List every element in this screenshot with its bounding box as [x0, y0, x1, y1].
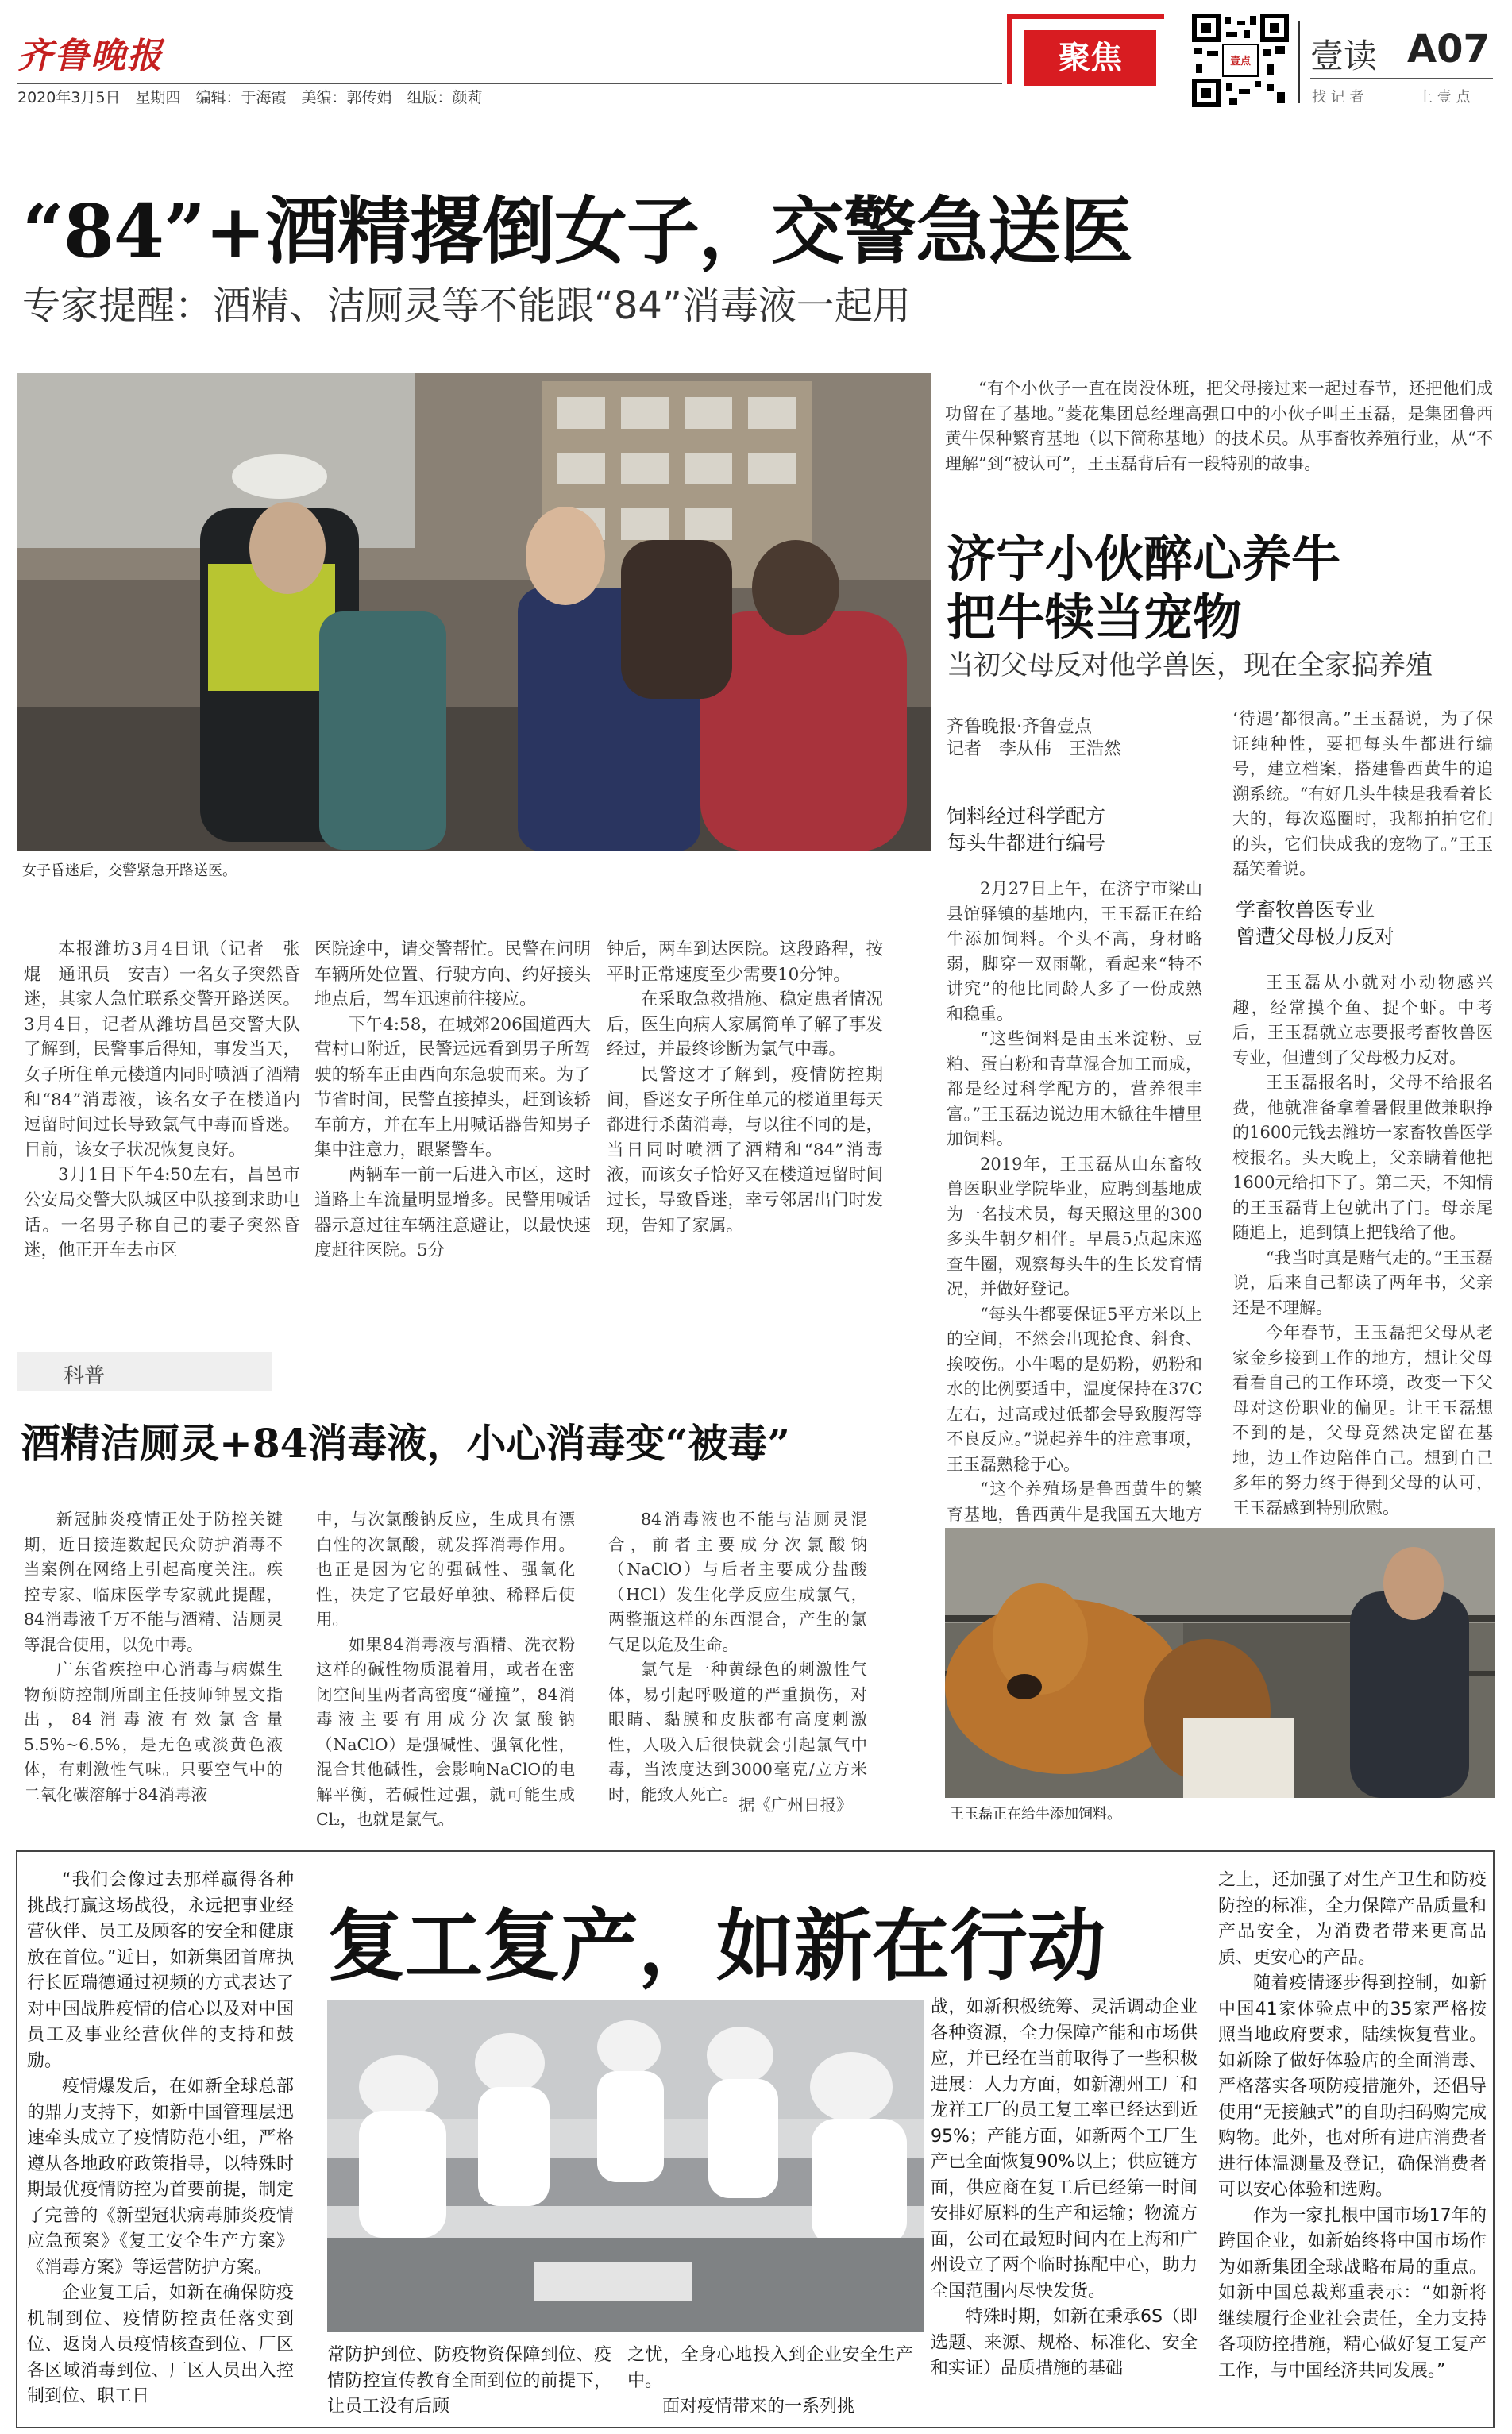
date-line: 2020年3月5日 星期四 编辑：于海霞 美编：郭传娟 组版：颜莉	[17, 89, 483, 106]
paragraph: “这个养殖场是鲁西黄牛的繁育基地，鲁西黄牛是我国五大地方	[947, 1479, 1202, 1524]
paragraph: 中，与次氯酸钠反应，生成具有漂白性的次氯酸，就发挥消毒作用。也正是因为它的强碱性、强氧化性，决定了它最好单独、稀释后使用。	[316, 1510, 575, 1629]
paragraph: 新冠肺炎疫情正处于防控关键期，近日接连数起民众防护消毒不当案例在网络上引起高度关注。疾控专家、临床医学专家就此提醒，84消毒液千万不能与酒精、洁厕灵等混合使用，以免中毒。	[24, 1510, 283, 1654]
paragraph: 本报潍坊3月4日讯（记者 张焜 通讯员 安吉）一名女子突然昏迷，其家人急忙联系交警开路送医。3月4日，记者从潍坊昌邑交警大队了解到，民警事后得知，事发当天，女子所住单元楼道内同时喷洒了酒精和“84”消毒液，该名女子在楼道内逗留时间过长导致氯气中毒而昏迷。目前，该女子状况恢复良好。	[24, 939, 300, 1160]
paragraph: 王玉磊报名时，父母不给报名费，他就准备拿着暑假里做兼职挣的1600元钱去潍坊一家畜牧兽医学校报名。头天晚上，父亲瞒着他把1600元给扣下了。第二天，不知情的王玉磊背上包就出了门。母亲尾随追上，追到镇上把钱给了他。	[1232, 1073, 1493, 1242]
paragraph: 王玉磊从小就对小动物感兴趣，经常摸个鱼、捉个虾。中考后，王玉磊就立志要报考畜牧兽医专业，但遭到了父母极力反对。	[1232, 973, 1493, 1067]
cattle-col-b-top	[1232, 707, 1493, 881]
science-col-2	[316, 1507, 575, 1829]
cattle-headline-2: 把牛犊当宠物	[947, 588, 1243, 646]
cattle-subtitle-1b: 每头牛都进行编号	[947, 831, 1106, 854]
lead-col-2	[314, 937, 591, 1314]
bottom-headline: 复工复产，如新在行动	[327, 1900, 1106, 1992]
paragraph: 今年春节，王玉磊把父母从老家金乡接到工作的地方，想让父母看看自己的工作环境，改变一下父母对这份职业的偏见。让王玉磊想不到的是，父母竟然决定留在基地，边工作边陪伴自己。想到自己多年的努力终于得到父母的认可，王玉磊感到特别欣慰。	[1232, 1323, 1493, 1518]
lead-col-3	[607, 937, 883, 1314]
lead-subhead: 专家提醒：酒精、洁厕灵等不能跟“84”消毒液一起用	[22, 284, 911, 328]
science-tag-box	[17, 1352, 272, 1391]
paragraph: 在采取急救措施、稳定患者情况后，医生向病人家属简单了解了事发经过，并最终诊断为氯气中毒。	[607, 989, 883, 1060]
cattle-headline-1: 济宁小伙醉心养牛	[947, 530, 1341, 588]
science-headline: 酒精洁厕灵+84消毒液，小心消毒变“被毒”	[21, 1420, 790, 1467]
paragraph: 民警这才了解到，疫情防控期间，昏迷女子所住单元的楼道里每天都进行杀菌消毒，与以往不同的是，当日同时喷洒了酒精和“84”消毒液，而该女子恰好又在楼道逗留时间过长，导致昏迷，幸亏邻居出门时发现，告知了家属。	[607, 1064, 883, 1236]
paragraph: 特殊时期，如新在秉承6S（即选题、来源、规格、标准化、安全和实证）品质措施的基础	[931, 2307, 1198, 2378]
paragraph: 疫情爆发后，在如新全球总部的鼎力支持下，如新中国管理层迅速牵头成立了疫情防范小组，严格遵从各地政府政策指导，以特殊时期最优疫情防控为首要前提，制定了完善的《新型冠状病毒肺炎疫情应急预案》《复工安全生产方案》《消毒方案》等运营防护方案。	[27, 2077, 294, 2278]
paragraph: “有个小伙子一直在岗没休班，把父母接过来一起过春节，还把他们成功留在了基地。”菱花集团总经理高强口中的小伙子叫王玉磊，是集团鲁西黄牛保种繁育基地（以下简称基地）的技术员。从事畜牧养殖行业，从“不理解”到“被认可”，王玉磊背后有一段特别的故事。	[945, 379, 1493, 473]
paragraph: 下午4:58，在城郊206国道西大营村口附近，民警远远看到男子所驾驶的轿车正由西向东急驶而来。为了节省时间，民警直接掉头，赶到该轿车前方，并在车上用喊话器告知男子集中注意力，跟紧警车。	[314, 1014, 591, 1160]
cattle-subtitle-1a: 饲料经过科学配方	[947, 804, 1106, 827]
bottom-col-right-2	[1218, 1868, 1487, 2424]
paragraph: 2019年，王玉磊从山东畜牧兽医职业学院毕业，应聘到基地成为一名技术员，每天照这里的300多头牛朝夕相伴。早晨5点起床巡查牛圈，观察每头牛的生长发育情况，并做好登记。	[947, 1154, 1202, 1298]
lead-col-1	[24, 937, 300, 1314]
qr-code	[1191, 13, 1290, 108]
science-col-1	[24, 1507, 283, 1809]
cattle-subtitle-2b: 曾遭父母极力反对	[1236, 925, 1395, 948]
paragraph: “我当时真是赌气走的。”王玉磊说，后来自己都读了两年书，父亲还是不理解。	[1232, 1248, 1493, 1317]
page-number: A07	[1407, 27, 1490, 71]
logo: 齐鲁晚报	[17, 36, 164, 76]
paragraph: 常防护到位、防疫物资保障到位、疫情防控宣传教育全面到位的前提下，让员工没有后顾	[327, 2345, 611, 2417]
cattle-byline-2: 记者 李从伟 王浩然	[947, 739, 1122, 759]
cattle-col-a	[947, 877, 1202, 1524]
paragraph: ‘待遇’都很高。”王玉磊说，为了保证纯种性，要把每头牛都进行编号，建立档案，搭建鲁西黄牛的追溯系统。“有好几头牛犊是我看着长大的，每次巡圈时，我都拍拍它们的头，它们快成我的宠物了。”王玉磊笑着说。	[1232, 709, 1493, 878]
section-tag: 聚焦	[1024, 30, 1156, 86]
paragraph: “我们会像过去那样赢得各种挑战打赢这场战役，永远把事业经营伙伴、员工及顾客的安全和健康放在首位。”近日，如新集团首席执行长匠瑞德通过视频的方式表达了对中国战胜疫情的信心以及对中国员工及事业经营伙伴的支持和鼓励。	[27, 1870, 294, 2071]
bottom-col-mid	[327, 2343, 611, 2422]
bottom-photo	[327, 2000, 924, 2332]
masthead-divider	[1298, 21, 1300, 103]
science-source: 据《广州日报》	[739, 1796, 853, 1815]
lead-photo	[17, 373, 931, 851]
science-col-3	[608, 1507, 867, 1804]
paragraph: 医院途中，请交警帮忙。民警在问明车辆所处位置、行驶方向、约好接头地点后，驾车迅速前往接应。	[314, 939, 591, 1010]
paragraph: 之上，还加强了对生产卫生和防疫防控的标准，全力保障产品质量和产品安全，为消费者带来更高品质、更安心的产品。	[1218, 1870, 1487, 1968]
masthead-right-rule	[1310, 78, 1493, 79]
paragraph: 广东省疾控中心消毒与病媒生物预防控制所副主任技师钟昱文指出，84消毒液有效氯含量5.5%~6.5%，是无色或淡黄色液体，有刺激性气味。只要空气中的二氧化碳溶解于84消毒液	[24, 1660, 283, 1804]
paragraph: 两辆车一前一后进入市区，这时道路上车流量明显增多。民警用喊话器示意过往车辆注意避让，以最快速度赶往医院。5分	[314, 1165, 591, 1261]
cattle-intro	[945, 376, 1493, 480]
paragraph: 84消毒液也不能与洁厕灵混合，前者主要成分次氯酸钠（NaClO）与后者主要成分盐酸（HCl）发生化学反应生成氯气，两整瓶这样的东西混合，产生的氯气足以危及生命。	[608, 1510, 867, 1654]
paragraph: “每头牛都要保证5平方米以上的空间，不然会出现抢食、斜食、挨咬伤。小牛喝的是奶粉，奶粉和水的比例要适中，温度保持在37C左右，过高或过低都会导致腹泻等不良反应。”说起养牛的注意事项，王玉磊熟稔于心。	[947, 1304, 1202, 1474]
bottom-col-right-1	[931, 1995, 1198, 2422]
paragraph: 面对疫情带来的一系列挑	[662, 2397, 855, 2417]
cattle-byline-1: 齐鲁晚报·齐鲁壹点	[947, 717, 1092, 737]
bottom-col-next	[627, 2343, 913, 2422]
paragraph: 钟后，两车到达医院。这段路程，按平时正常速度至少需要10分钟。	[607, 939, 883, 985]
science-tag: 科普	[64, 1364, 106, 1388]
qr-label: 壹点	[1229, 56, 1251, 68]
paragraph: 3月1日下午4:50左右，昌邑市公安局交警大队城区中队接到求助电话。一名男子称自己的妻子突然昏迷，他正开车去市区	[24, 1165, 300, 1261]
bottom-col-left	[27, 1868, 294, 2424]
paragraph: 企业复工后，如新在确保防疫机制到位、疫情防控责任落实到位、返岗人员疫情核查到位、厂区各区域消毒到位、厂区人员出入控制到位、职工日	[27, 2283, 294, 2406]
cattle-subtitle-2a: 学畜牧兽医专业	[1236, 898, 1375, 921]
cattle-photo-caption: 王玉磊正在给牛添加饲料。	[950, 1806, 1121, 1823]
paragraph: 如果84消毒液与酒精、洗衣粉这样的碱性物质混着用，或者在密闭空间里两者高密度“碰撞”，84消毒液主要有用成分次氯酸钠（NaClO）是强碱性、强氧化性，混合其他碱性，会影响NaClO的电解平衡，若碱性过强，就可能生成Cl₂，也就是氯气。	[316, 1634, 575, 1829]
lead-headline: “84”+酒精撂倒女子，交警急送医	[22, 188, 1132, 274]
page-name: 壹读	[1310, 37, 1378, 75]
paragraph: 氯气是一种黄绿色的刺激性气体，易引起呼吸道的严重损伤，对眼睛、黏膜和皮肤都有高度刺激性，人吸入后很快就会引起氯气中毒，当浓度达到3000毫克/立方米时，能致人死亡。	[608, 1660, 867, 1804]
paragraph: “这些饲料是由玉米淀粉、豆粕、蛋白粉和青草混合加工而成，都是经过科学配方的，营养很丰富。”王玉磊边说边用木锨往牛槽里加饲料。	[947, 1029, 1202, 1148]
paragraph: 2月27日上午，在济宁市梁山县馆驿镇的基地内，王玉磊正在给牛添加饲料。个头不高，身材略弱，脚穿一双雨靴，看起来“特不讲究”的他比同龄人多了一份成熟和稳重。	[947, 879, 1202, 1024]
masthead-rule	[17, 83, 1002, 84]
paragraph: 随着疫情逐步得到控制，如新中国41家体验点中的35家严格按照当地政府要求，陆续恢复营业。如新除了做好体验店的全面消毒、严格落实各项防疫措施外，还倡导使用“无接触式”的自助扫码购完成购物。此外，也对所有进店消费者进行体温测量及登记，确保消费者可以安心体验和选购。	[1218, 1973, 1487, 2200]
lead-photo-caption: 女子昏迷后，交警紧急开路送医。	[22, 862, 237, 879]
paragraph: 战，如新积极统筹、灵活调动企业各种资源，全力保障产能和市场供应，并已经在当前取得了一些积极进展：人力方面，如新潮州工厂和龙祥工厂的员工复工率已经达到近95%；产能方面，如新两个工厂生产已全面恢复90%以上；供应链方面，供应商在复工后已经第一时间安排好原料的生产和运输；物流方面，公司在最短时间内在上海和广州设立了两个临时拣配中心，助力全国范围内尽快发货。	[931, 1997, 1198, 2301]
cattle-col-b	[1232, 970, 1493, 1518]
paragraph: 之忧，全身心地投入到企业安全生产中。	[627, 2345, 913, 2391]
paragraph: 作为一家扎根中国市场17年的跨国企业，如新始终将中国市场作为如新集团全球战略布局的重点。如新中国总裁郑重表示：“如新将继续履行企业社会责任，全力支持各项防控措施，精心做好复工复产工作，与中国经济共同发展。”	[1218, 2205, 1487, 2381]
slogan-left: 找 记 者	[1312, 89, 1364, 106]
cattle-photo	[945, 1528, 1495, 1798]
cattle-subhead: 当初父母反对他学兽医，现在全家搞养殖	[947, 650, 1433, 681]
slogan-right: 上 壹 点	[1418, 89, 1471, 106]
